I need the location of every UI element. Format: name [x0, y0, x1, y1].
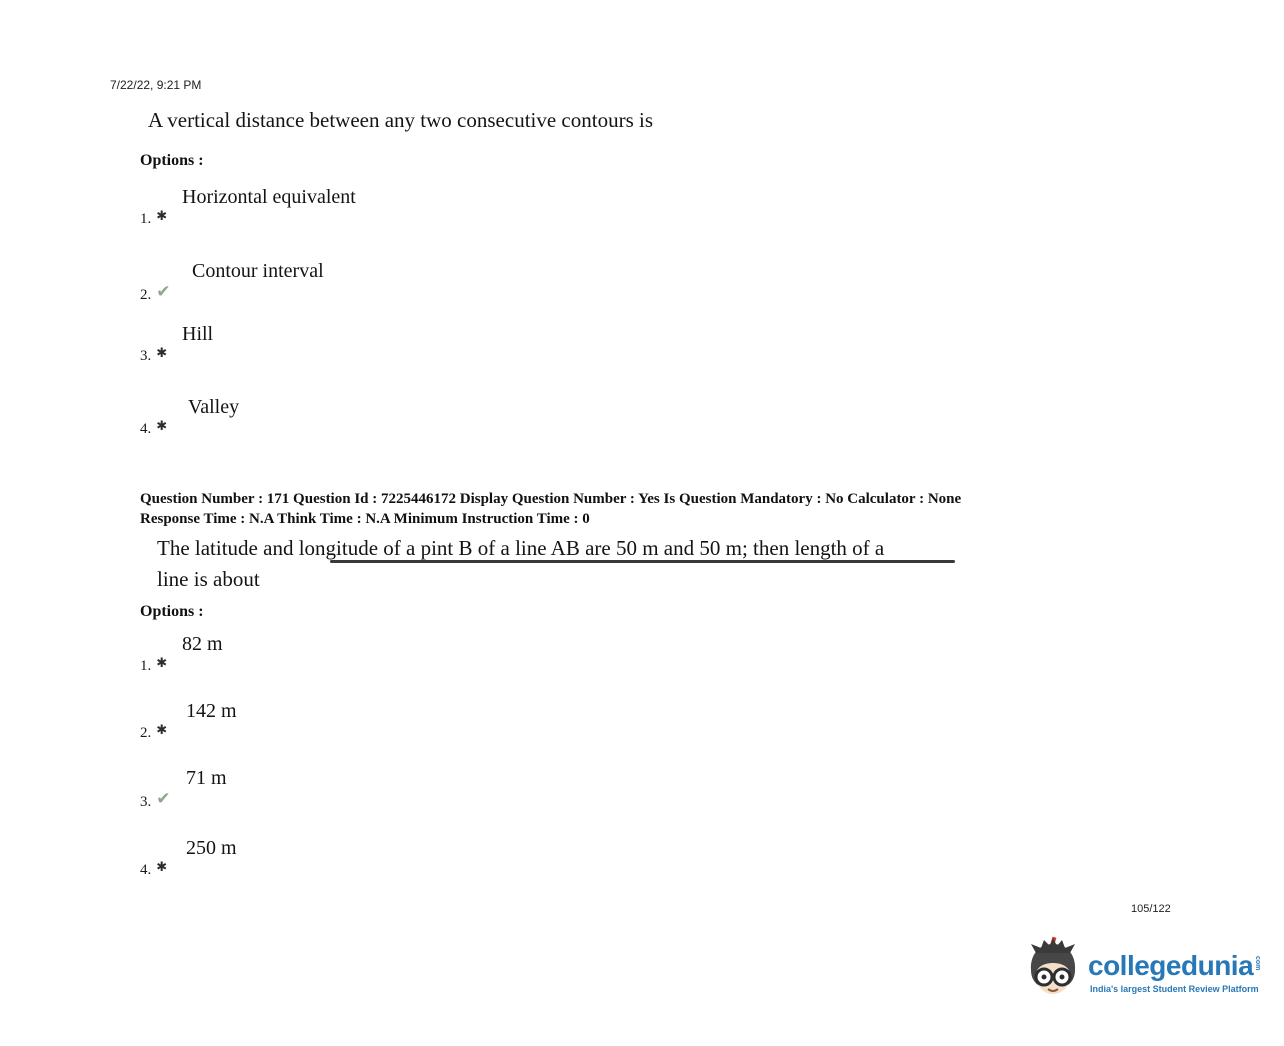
q1-option-2 — [140, 260, 324, 304]
option-text: 250 m — [186, 837, 237, 859]
wrong-mark-icon: ✱ — [156, 859, 168, 874]
question-1-text: A vertical distance between any two consecutive contours is — [148, 108, 654, 132]
option-number: 2. — [140, 287, 152, 303]
wrong-mark-icon: ✱ — [156, 345, 168, 360]
q1-option-3 — [140, 323, 213, 365]
question-2-meta — [140, 489, 1140, 529]
print-timestamp: 7/22/22, 9:21 PM — [110, 78, 202, 92]
q1-option-1 — [140, 186, 356, 228]
meta-line-2: Response Time : N.A Think Time : N.A Minimum Instruction Time : 0 — [140, 511, 590, 527]
correct-mark-icon: ✔ — [156, 789, 171, 808]
option-number: 3. — [140, 348, 152, 364]
option-number: 1. — [140, 658, 152, 674]
wrong-mark-icon: ✱ — [156, 722, 168, 737]
q2-option-4 — [140, 837, 237, 879]
q2-option-2 — [140, 700, 237, 742]
brand-tagline: India's largest Student Review Platform — [1090, 984, 1259, 994]
page-number: 105/122 — [1131, 903, 1171, 915]
correct-mark-icon: ✔ — [156, 282, 171, 301]
q1-option-4 — [140, 396, 239, 438]
option-number: 4. — [140, 862, 152, 878]
q2-option-3 — [140, 767, 227, 811]
question-2-text — [157, 533, 884, 595]
question-2-text-line-1: The latitude and longitude of a pint B of a line AB are 50 m and 50 m; then length of a — [157, 536, 885, 560]
option-text: Valley — [188, 396, 240, 418]
question-1-options-label: Options : — [140, 152, 204, 169]
brand-suffix: com — [1254, 956, 1262, 971]
option-number: 2. — [140, 725, 152, 741]
brand-name: collegedunia — [1088, 950, 1254, 981]
question-2-text-line-2: line is about — [157, 567, 260, 591]
collegedunia-mascot-icon — [1024, 936, 1082, 1006]
option-text: 71 m — [186, 767, 227, 789]
wrong-mark-icon: ✱ — [156, 655, 168, 670]
option-text: 82 m — [182, 633, 223, 655]
scan-artifact-line — [330, 560, 955, 563]
option-number: 1. — [140, 211, 152, 227]
option-text: Hill — [182, 323, 214, 345]
wrong-mark-icon: ✱ — [156, 418, 168, 433]
option-text: 142 m — [186, 700, 237, 722]
question-2-options-label: Options : — [140, 603, 204, 620]
option-text: Contour interval — [192, 260, 324, 282]
option-number: 4. — [140, 421, 152, 437]
collegedunia-logo — [1024, 936, 1261, 1006]
option-text: Horizontal equivalent — [182, 186, 356, 208]
meta-line-1: Question Number : 171 Question Id : 7225446172 Display Question Number : Yes Is Question Mandatory : No Calculator : None — [140, 491, 962, 507]
option-number: 3. — [140, 794, 152, 810]
wrong-mark-icon: ✱ — [156, 208, 168, 223]
q2-option-1 — [140, 633, 223, 675]
